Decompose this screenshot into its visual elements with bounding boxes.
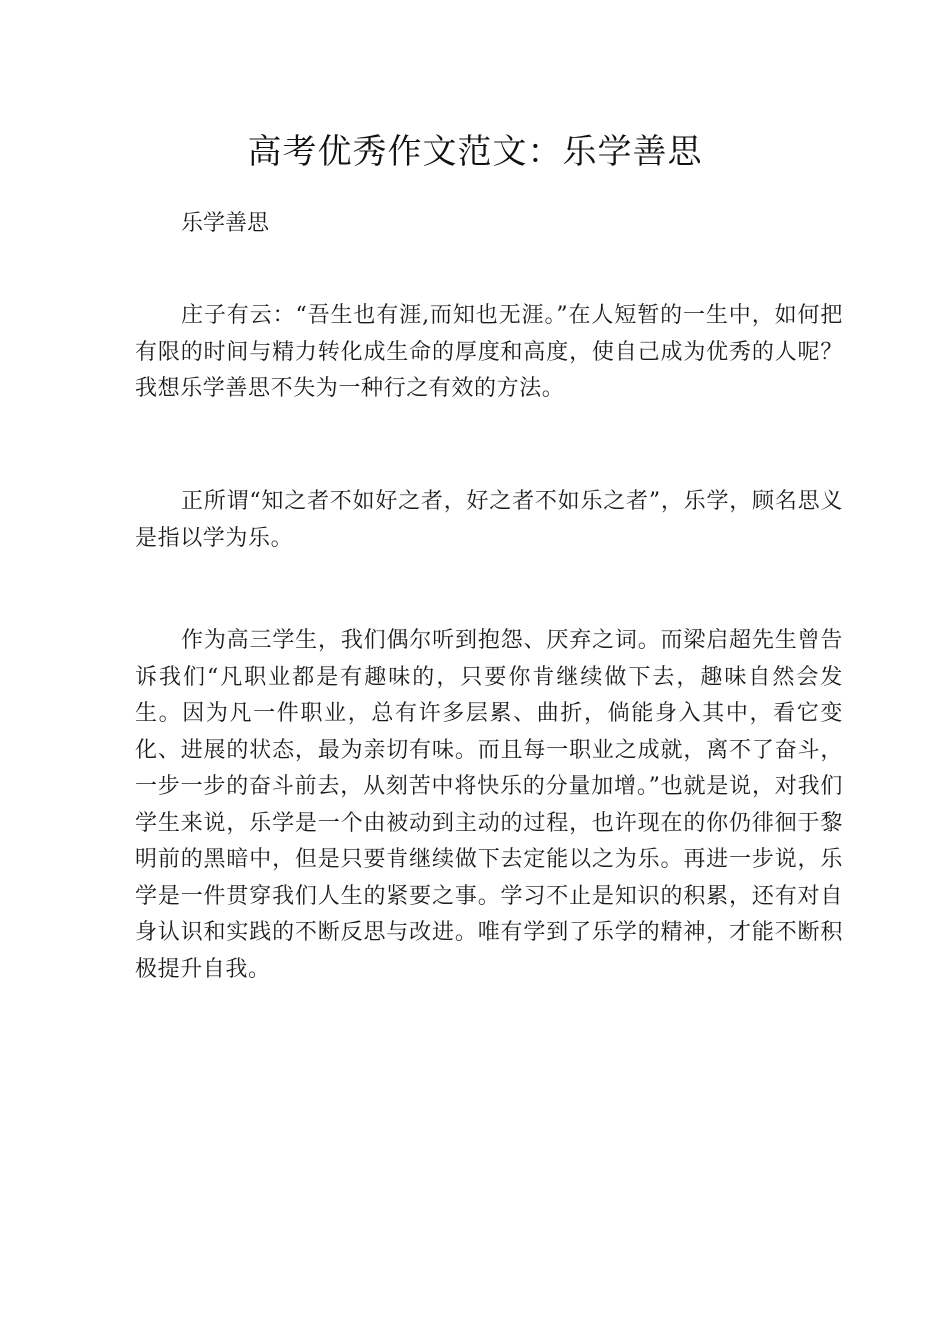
- document-title: 高考优秀作文范文：乐学善思: [247, 132, 703, 172]
- paragraph-1: 庄子有云：“吾生也有涯,而知也无涯。”在人短暂的一生中，如何把有限的时间与精力转化成生命的厚度和高度，使自己成为优秀的人呢？我想乐学善思不失为一种行之有效的方法。: [135, 303, 843, 401]
- paragraph-2: 正所谓“知之者不如好之者，好之者不如乐之者”，乐学，顾名思义是指以学为乐。: [135, 489, 843, 551]
- essay-subtitle: 乐学善思: [181, 211, 270, 236]
- paragraph-3: 作为高三学生，我们偶尔听到抱怨、厌弃之词。而梁启超先生曾告诉我们“凡职业都是有趣味的，只要你肯继续做下去，趣味自然会发生。因为凡一件职业，总有许多层累、曲折，倘能身入其中，看它变化、进展的状态，最为亲切有味。而且每一职业之成就，离不了奋斗，一步一步的奋斗前去，从刻苦中将快乐的分量加增。”也就是说，对我们学生来说，乐学是一个由被动到主动的过程，也许现在的你仍徘徊于黎明前的黑暗中，但是只要肯继续做下去定能以之为乐。再进一步说，乐学是一件贯穿我们人生的紧要之事。学习不止是知识的积累，还有对自身认识和实践的不断反思与改进。唯有学到了乐学的精神，才能不断积极提升自我。: [135, 628, 843, 982]
